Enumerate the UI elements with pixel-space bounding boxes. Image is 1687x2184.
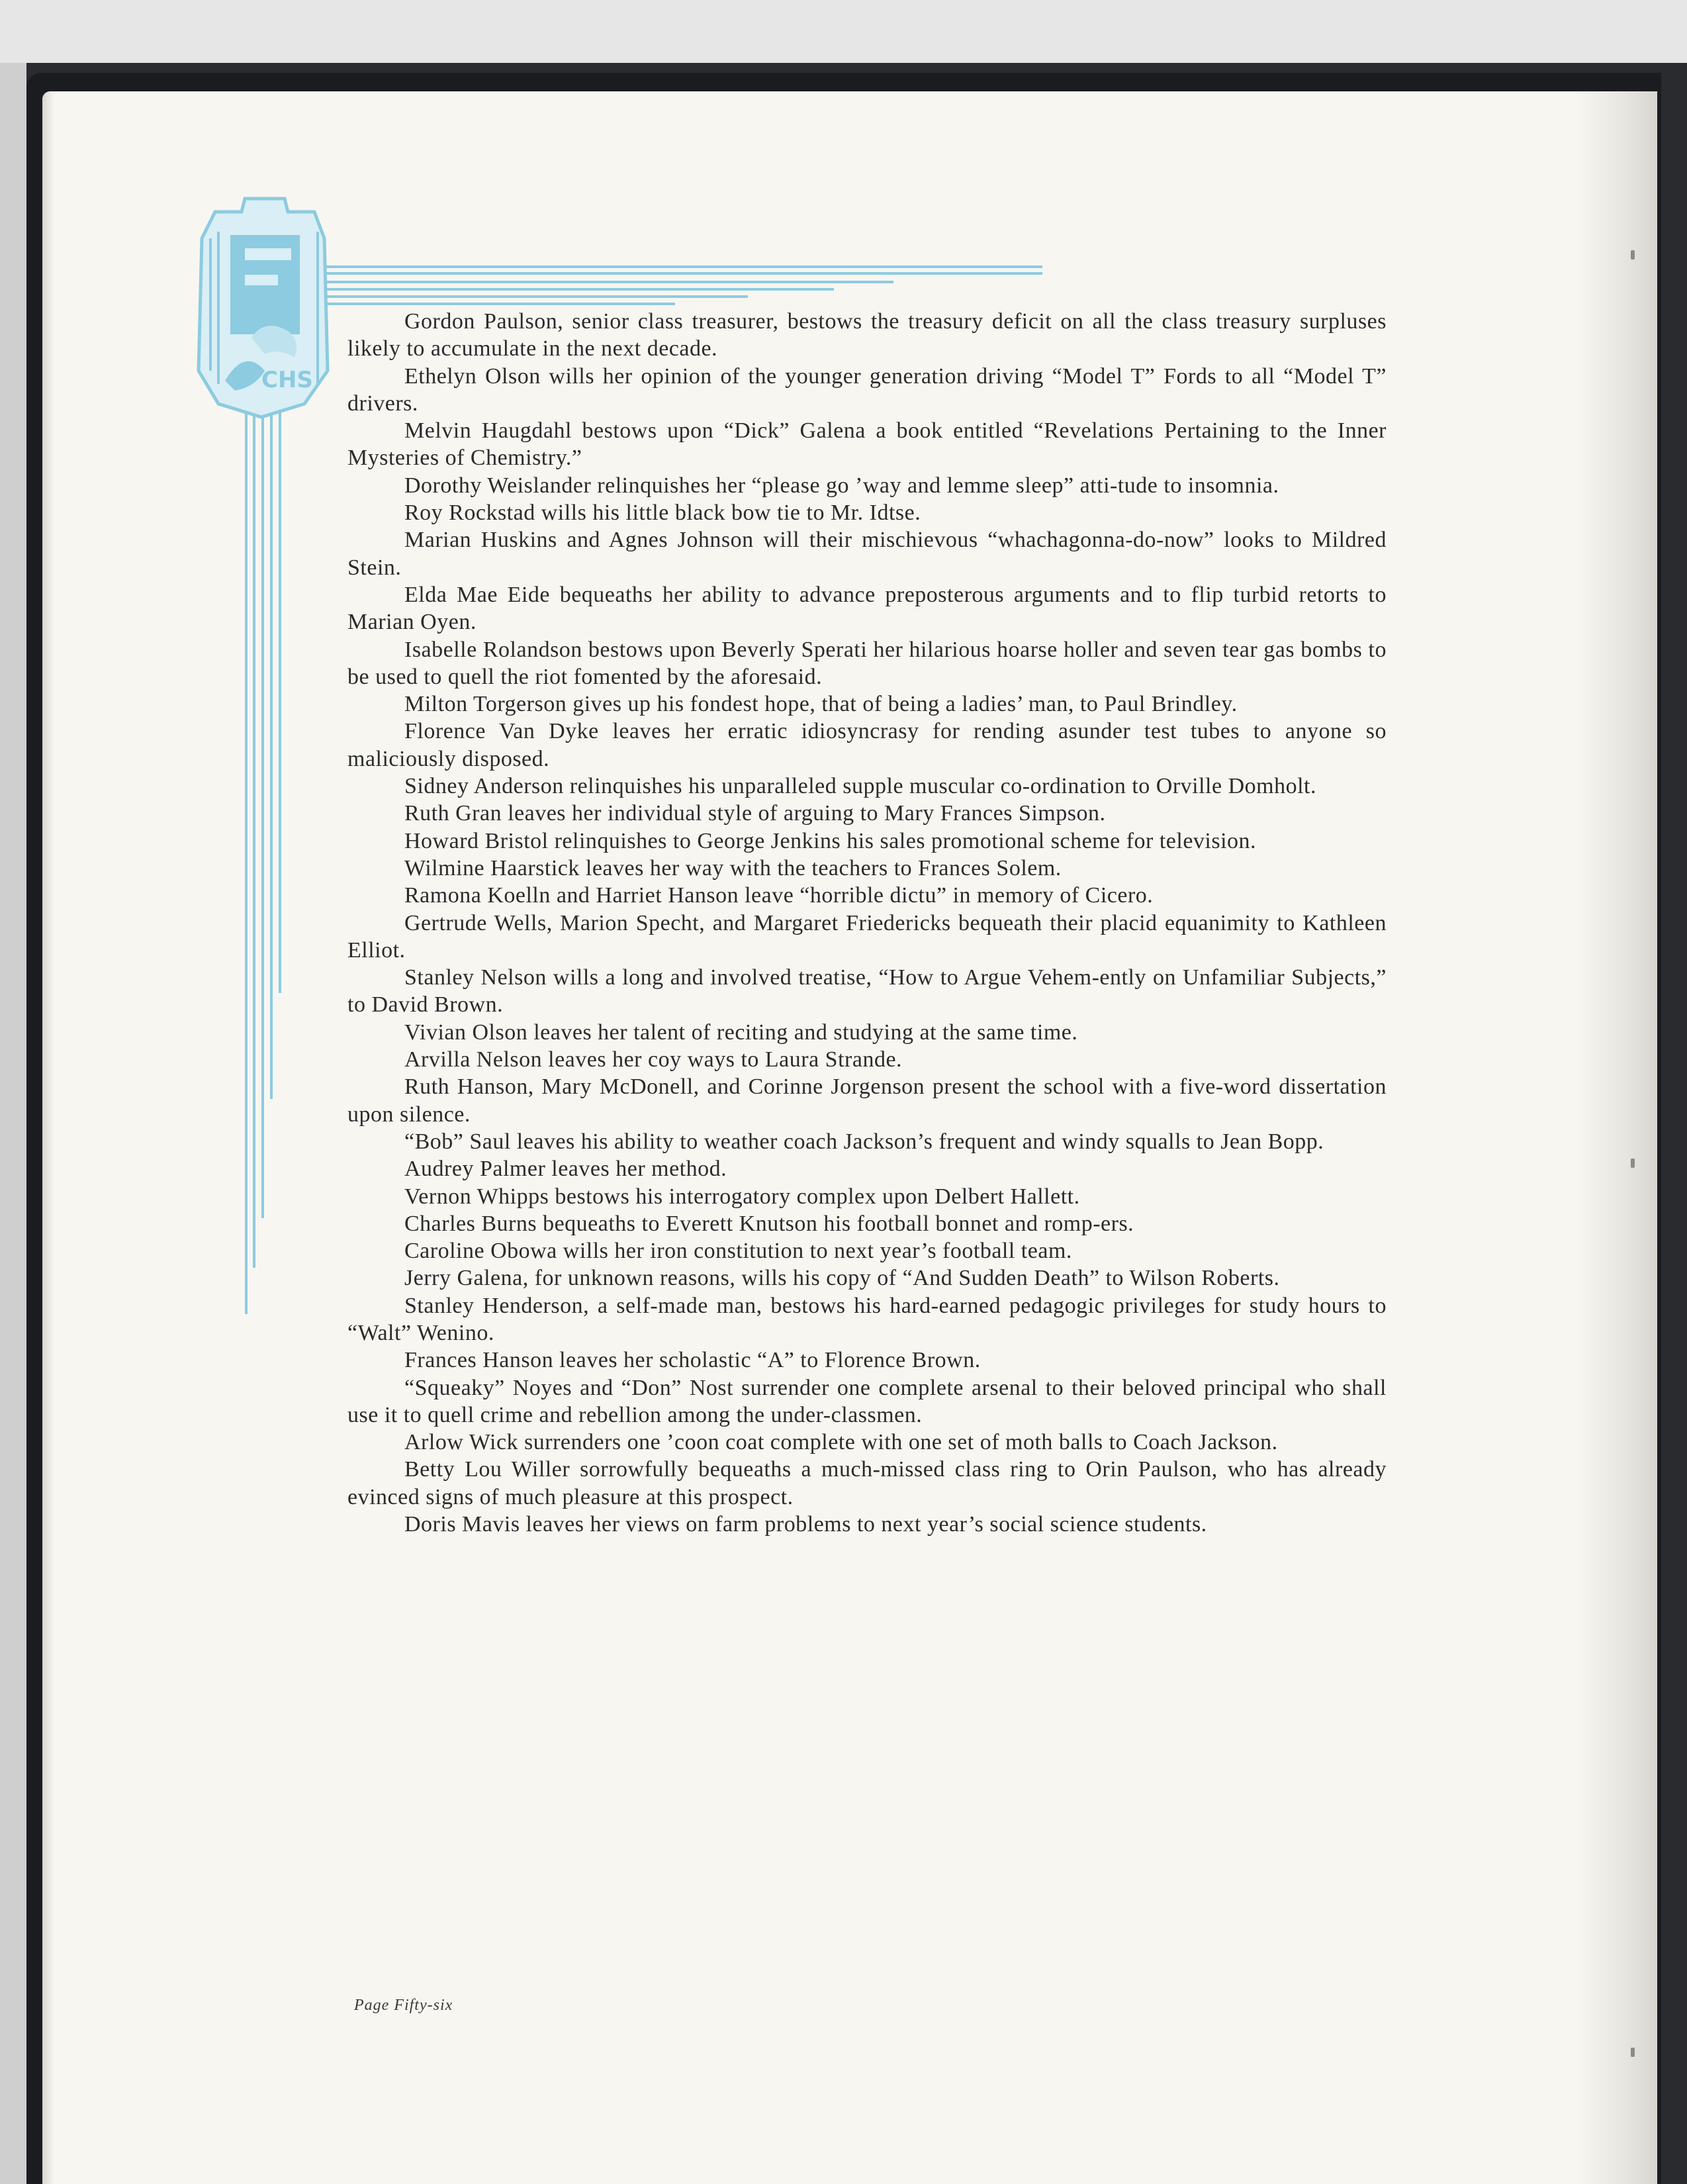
page-gutter-shadow: [42, 91, 54, 2184]
paragraph: Elda Mae Eide bequeaths her ability to advance preposterous arguments and to flip turbid retorts to Marian Oyen.: [347, 582, 1387, 635]
page-speck: [1631, 2048, 1635, 2057]
paragraph: Wilmine Haarstick leaves her way with the teachers to Frances Solem.: [404, 855, 1062, 880]
paragraph: Stanley Nelson wills a long and involved treatise, “How to Argue Vehem-ently on Unfamiliar Subjects,” to David Brown.: [347, 965, 1387, 1018]
paragraph: Gordon Paulson, senior class treasurer, bestows the treasury deficit on all the class treasury surpluses likely to accumulate in the next decade.: [347, 309, 1387, 361]
paragraph: Caroline Obowa wills her iron constitution to next year’s football team.: [404, 1239, 1072, 1264]
paragraph: “Squeaky” Noyes and “Don” Nost surrender one complete arsenal to their beloved principal who shall use it to quell crime and rebellion among the under-classmen.: [347, 1375, 1387, 1427]
paragraph: Melvin Haugdahl bestows upon “Dick” Galena a book entitled “Revelations Pertaining to the Inner Mysteries of Chemistry.”: [347, 418, 1387, 471]
paragraph: Arvilla Nelson leaves her coy ways to Laura Strande.: [404, 1047, 903, 1072]
paragraph: Isabelle Rolandson bestows upon Beverly Sperati her hilarious hoarse holler and seven tear gas bombs to be used to quell the riot fomented by the aforesaid.: [347, 637, 1387, 689]
paragraph: Doris Mavis leaves her views on farm problems to next year’s social science students.: [404, 1512, 1207, 1537]
paragraph: Ethelyn Olson wills her opinion of the younger generation driving “Model T” Fords to all “Model T” drivers.: [347, 363, 1387, 416]
paragraph: Roy Rockstad wills his little black bow tie to Mr. Idtse.: [404, 500, 921, 526]
page-right-edge: [1578, 91, 1657, 2184]
paragraph: Vernon Whipps bestows his interrogatory complex upon Delbert Hallett.: [404, 1184, 1080, 1209]
paragraph: Arlow Wick surrenders one ’coon coat complete with one set of moth balls to Coach Jackson.: [404, 1430, 1278, 1455]
paragraph: Charles Burns bequeaths to Everett Knutson his football bonnet and romp-ers.: [404, 1211, 1134, 1236]
paragraph: Milton Torgerson gives up his fondest hope, that of being a ladies’ man, to Paul Brindley.: [404, 692, 1238, 717]
page-speck: [1631, 250, 1635, 260]
paragraph: Howard Bristol relinquishes to George Jenkins his sales promotional scheme for television.: [404, 828, 1257, 853]
paragraph: Florence Van Dyke leaves her erratic idiosyncrasy for rending asunder test tubes to anyone so maliciously disposed.: [347, 719, 1387, 771]
page-speck: [1631, 1159, 1635, 1168]
paragraph: Jerry Galena, for unknown reasons, wills his copy of “And Sudden Death” to Wilson Roberts.: [404, 1266, 1280, 1291]
paragraph: Ruth Hanson, Mary McDonell, and Corinne Jorgenson present the school with a five-word dissertation upon silence.: [347, 1074, 1387, 1127]
paragraph: Audrey Palmer leaves her method.: [404, 1157, 727, 1182]
paragraph: Betty Lou Willer sorrowfully bequeaths a much-missed class ring to Orin Paulson, who has already evinced signs of much pleasure at this prospect.: [347, 1457, 1387, 1509]
paragraph: Sidney Anderson relinquishes his unparalleled supple muscular co-ordination to Orville Domholt.: [404, 774, 1316, 799]
paragraph: Stanley Henderson, a self-made man, bestows his hard-earned pedagogic privileges for study hours to “Walt” Wenino.: [347, 1293, 1387, 1345]
legacies-text: [347, 308, 1387, 1538]
paragraph: Frances Hanson leaves her scholastic “A” to Florence Brown.: [404, 1348, 981, 1373]
page-number: Page Fifty-six: [354, 1997, 453, 2014]
paragraph: Vivian Olson leaves her talent of reciting and studying at the same time.: [404, 1020, 1078, 1045]
scan-background-top: [0, 0, 1687, 63]
paragraph: Dorothy Weislander relinquishes her “please go ’way and lemme sleep” atti-tude to insomnia.: [404, 473, 1279, 498]
emblem-monogram: CHS: [261, 367, 313, 393]
scan-background-left: [0, 63, 26, 2184]
paragraph: Gertrude Wells, Marion Specht, and Margaret Friedericks bequeath their placid equanimity to Kathleen Elliot.: [347, 910, 1387, 963]
paragraph: Ruth Gran leaves her individual style of arguing to Mary Frances Simpson.: [404, 801, 1106, 826]
paragraph: “Bob” Saul leaves his ability to weather coach Jackson’s frequent and windy squalls to Jean Bopp.: [404, 1129, 1324, 1154]
paragraph: Marian Huskins and Agnes Johnson will their mischievous “whachagonna-do-now” looks to Mildred Stein.: [347, 528, 1387, 580]
paragraph: Ramona Koelln and Harriet Hanson leave “horrible dictu” in memory of Cicero.: [404, 883, 1154, 908]
emblem-shield: [199, 199, 328, 417]
